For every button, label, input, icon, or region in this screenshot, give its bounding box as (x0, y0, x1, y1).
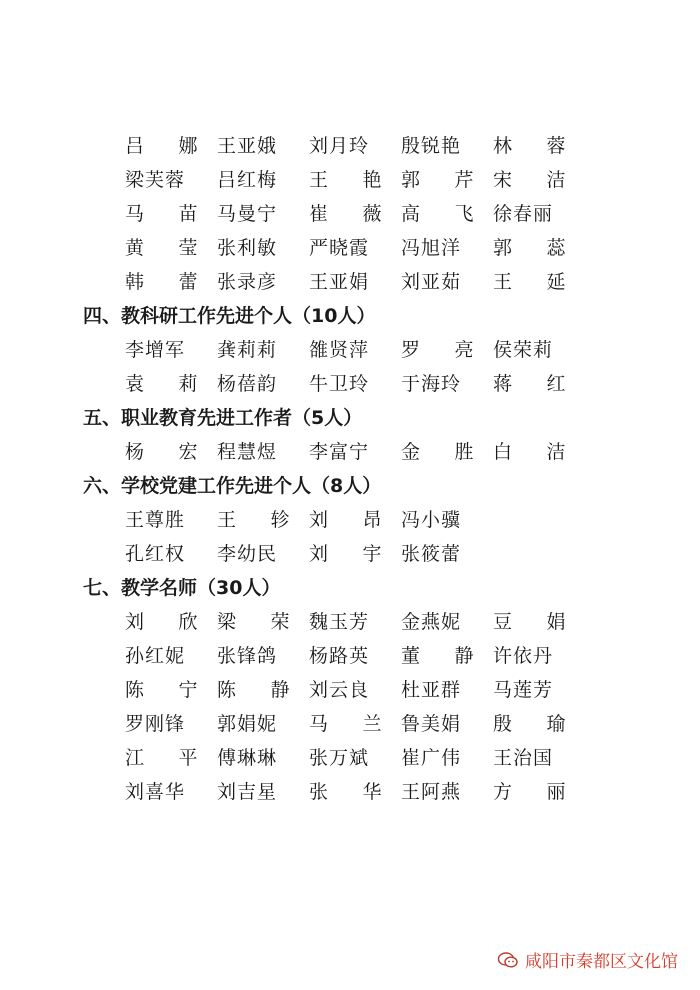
person-name: 许依丹 (493, 644, 554, 667)
person-name: 李增军 (125, 338, 186, 361)
person-name: 王 轸 (217, 508, 304, 531)
person-name: 梁 荣 (217, 610, 304, 633)
person-name: 袁 莉 (125, 372, 212, 395)
person-name: 王亚娥 (217, 134, 278, 157)
person-name: 豆 娟 (493, 610, 580, 633)
watermark-text: 咸阳市秦都区文化馆 (525, 952, 678, 972)
watermark (497, 947, 678, 972)
person-name: 牛卫玲 (309, 372, 370, 395)
person-name: 鲁美娟 (401, 712, 462, 735)
person-name: 蒋 红 (493, 372, 580, 395)
name-row (125, 127, 585, 161)
person-name: 傅琳琳 (217, 746, 278, 769)
name-row (125, 263, 585, 297)
name-row (125, 671, 585, 705)
person-name: 龚莉莉 (217, 338, 278, 361)
name-row (125, 705, 585, 739)
person-name: 马 兰 (309, 712, 396, 735)
person-name: 马曼宁 (217, 202, 278, 225)
person-name: 张筱蕾 (401, 542, 462, 565)
section-heading: 六、学校党建工作先进个人（8人） (83, 474, 382, 497)
person-name: 侯荣莉 (493, 338, 554, 361)
person-name: 罗 亮 (401, 338, 488, 361)
person-name: 张录彦 (217, 270, 278, 293)
person-name: 罗刚锋 (125, 712, 186, 735)
person-name: 张利敏 (217, 236, 278, 259)
name-row (125, 739, 585, 773)
person-name: 杨 宏 (125, 440, 212, 463)
person-name: 王尊胜 (125, 508, 186, 531)
person-name: 程慧煜 (217, 440, 278, 463)
person-name: 金 胜 (401, 440, 488, 463)
person-name: 杨路英 (309, 644, 370, 667)
person-name: 王治国 (493, 746, 554, 769)
person-name: 吕红梅 (217, 168, 278, 191)
person-name: 郭 芹 (401, 168, 488, 191)
name-row (125, 773, 585, 807)
person-name: 杜亚群 (401, 678, 462, 701)
name-row (125, 535, 493, 569)
section-heading: 四、教科研工作先进个人（10人） (83, 304, 376, 327)
person-name: 刘吉星 (217, 780, 278, 803)
person-name: 方 丽 (493, 780, 580, 803)
person-name: 李幼民 (217, 542, 278, 565)
person-name: 黄 莹 (125, 236, 212, 259)
name-row (125, 433, 585, 467)
person-name: 郭娟妮 (217, 712, 278, 735)
name-row (125, 161, 585, 195)
person-name: 高 飞 (401, 202, 488, 225)
person-name: 刘月玲 (309, 134, 370, 157)
name-row (125, 229, 585, 263)
person-name: 孔红权 (125, 542, 186, 565)
person-name: 刘 宇 (309, 542, 396, 565)
person-name: 林 蓉 (493, 134, 580, 157)
person-name: 杨蓓韵 (217, 372, 278, 395)
name-row (125, 637, 585, 671)
person-name: 刘 欣 (125, 610, 212, 633)
name-row (125, 365, 585, 399)
name-row (125, 195, 585, 229)
person-name: 吕 娜 (125, 134, 212, 157)
person-name: 刘亚茹 (401, 270, 462, 293)
person-name: 于海玲 (401, 372, 462, 395)
person-name: 陈 静 (217, 678, 304, 701)
person-name: 韩 蕾 (125, 270, 212, 293)
person-name: 王阿燕 (401, 780, 462, 803)
person-name: 宋 洁 (493, 168, 580, 191)
person-name: 刘云良 (309, 678, 370, 701)
person-name: 白 洁 (493, 440, 580, 463)
person-name: 张 华 (309, 780, 396, 803)
person-name: 冯旭洋 (401, 236, 462, 259)
person-name: 严晓霞 (309, 236, 370, 259)
person-name: 刘 昂 (309, 508, 396, 531)
person-name: 郭 蕊 (493, 236, 580, 259)
name-row (125, 603, 585, 637)
person-name: 陈 宁 (125, 678, 212, 701)
person-name: 李富宁 (309, 440, 370, 463)
person-name: 魏玉芳 (309, 610, 370, 633)
person-name: 崔广伟 (401, 746, 462, 769)
person-name: 王 艳 (309, 168, 396, 191)
name-row (125, 501, 493, 535)
person-name: 崔 薇 (309, 202, 396, 225)
person-name: 马 苗 (125, 202, 212, 225)
person-name: 金燕妮 (401, 610, 462, 633)
section-heading: 五、职业教育先进工作者（5人） (83, 406, 363, 429)
person-name: 王 延 (493, 270, 580, 293)
person-name: 刘喜华 (125, 780, 186, 803)
person-name: 王亚娟 (309, 270, 370, 293)
wechat-icon (497, 951, 519, 969)
section-heading: 七、教学名师（30人） (83, 576, 281, 599)
person-name: 殷 瑜 (493, 712, 580, 735)
person-name: 徐春丽 (493, 202, 554, 225)
person-name: 张锋鸽 (217, 644, 278, 667)
person-name: 张万斌 (309, 746, 370, 769)
person-name: 孙红妮 (125, 644, 186, 667)
person-name: 殷锐艳 (401, 134, 462, 157)
person-name: 梁芙蓉 (125, 168, 186, 191)
name-row (125, 331, 585, 365)
person-name: 江 平 (125, 746, 212, 769)
person-name: 马莲芳 (493, 678, 554, 701)
person-name: 董 静 (401, 644, 488, 667)
person-name: 冯小骥 (401, 508, 462, 531)
person-name: 雒贤萍 (309, 338, 370, 361)
